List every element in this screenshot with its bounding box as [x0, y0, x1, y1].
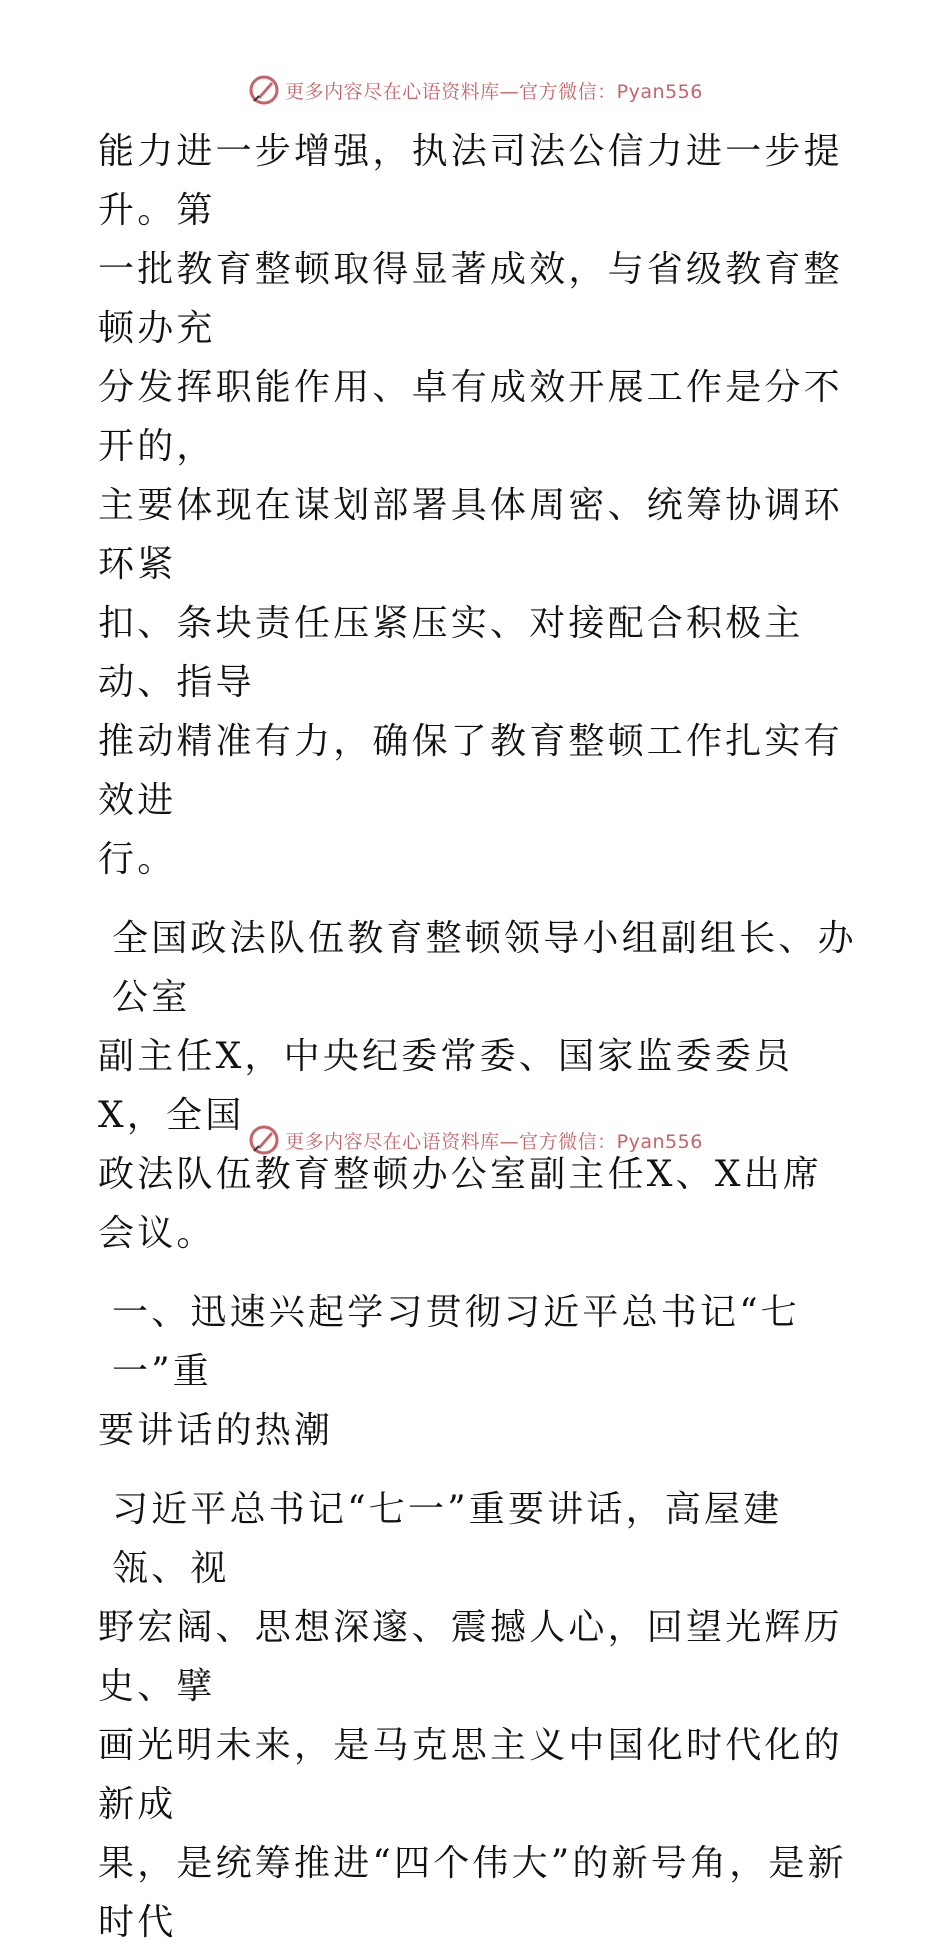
text-line: 全国政法队伍教育整顿领导小组副组长、办公室 [112, 918, 857, 1018]
section-heading [98, 1283, 858, 1460]
footer-watermark [0, 1122, 950, 1158]
text-line: 一、迅速兴起学习贯彻习近平总书记“七一”重 [112, 1292, 801, 1392]
quill-logo-icon [247, 73, 281, 107]
text-line: 副主任X，中央纪委常委、国家监委委员X，全国 [98, 1036, 794, 1136]
text-line: 能力进一步增强，执法司法公信力进一步提升。第 [98, 131, 843, 231]
watermark-text: 更多内容尽在心语资料库—官方微信：Pyan556 [285, 1130, 703, 1153]
header-watermark [0, 72, 950, 108]
text-line: 习近平总书记“七一”重要讲话，高屋建瓴、视 [112, 1489, 783, 1589]
text-line: 主要体现在谋划部署具体周密、统筹协调环环紧 [98, 485, 843, 585]
paragraph-3 [98, 1480, 858, 1952]
text-line: 果，是统筹推进“四个伟大”的新号角，是新时代 [98, 1843, 847, 1943]
text-line: 分发挥职能作用、卓有成效开展工作是分不开的， [98, 367, 843, 467]
paragraph-2 [98, 909, 858, 1263]
text-line: 画光明未来，是马克思主义中国化时代化的新成 [98, 1725, 843, 1825]
text-line: 野宏阔、思想深邃、震撼人心，回望光辉历史、擘 [98, 1607, 843, 1707]
text-line: 扣、条块责任压紧压实、对接配合积极主动、指导 [98, 603, 804, 703]
text-line: 要讲话的热潮 [98, 1410, 334, 1451]
text-line: 政法队伍教育整顿办公室副主任X、X出席会议。 [98, 1154, 823, 1254]
text-line: 行。 [98, 839, 177, 880]
watermark-text: 更多内容尽在心语资料库—官方微信：Pyan556 [285, 80, 703, 103]
paragraph-1 [98, 122, 858, 889]
text-line: 推动精准有力，确保了教育整顿工作扎实有效进 [98, 721, 843, 821]
text-line: 一批教育整顿取得显著成效，与省级教育整顿办充 [98, 249, 843, 349]
quill-logo-icon [247, 1123, 281, 1157]
document-body [98, 122, 858, 1952]
